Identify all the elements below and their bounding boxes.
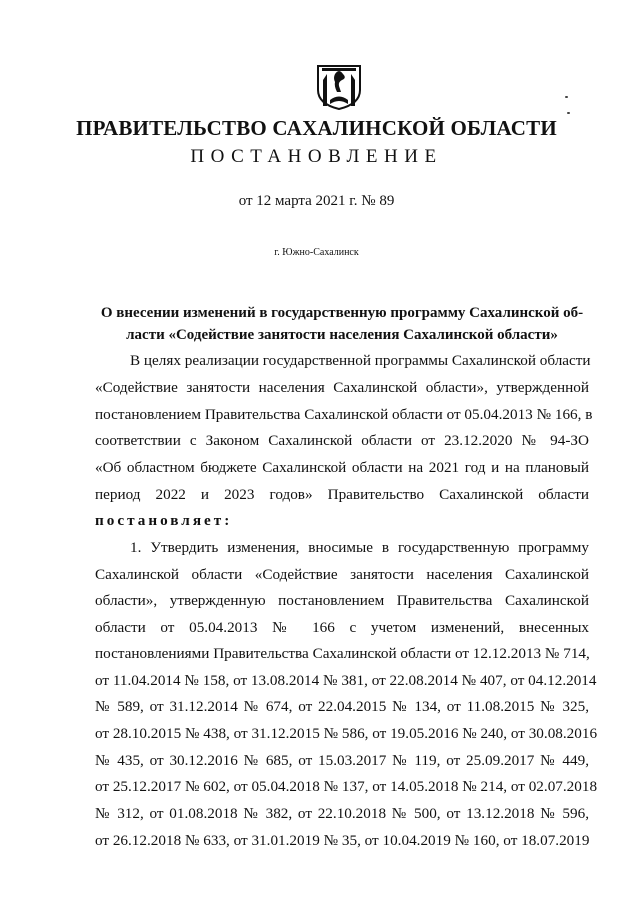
resolves-word: постановляет:	[95, 512, 233, 529]
subject-line: О внесении изменений в государственную программу Сахалинской об-	[100, 305, 584, 321]
item1-line: постановлениями Правительства Сахалинской области от 12.12.2013 № 714,	[95, 645, 590, 662]
item1-line: от 25.12.2017 № 602, от 05.04.2018 № 137, от 14.05.2018 № 214, от 02.07.2018	[95, 778, 598, 795]
preamble-line: «Содействие занятости населения Сахалинской области», утвержденной	[95, 379, 589, 396]
preamble-line: В целях реализации государственной программы Сахалинской области	[130, 352, 591, 369]
item1-line: № 589, от 31.12.2014 № 674, от 22.04.2015 № 134, от 11.08.2015 № 325,	[95, 698, 589, 715]
document-subject	[97, 302, 587, 346]
item1-line: от 28.10.2015 № 438, от 31.12.2015 № 586, от 19.05.2016 № 240, от 30.08.2016	[95, 725, 598, 742]
item1-line: Сахалинской области «Содействие занятости населения Сахалинской	[95, 566, 589, 583]
item1-line: области от 05.04.2013 № 166 с учетом изменений, внесенных	[95, 619, 589, 636]
government-title: ПРАВИТЕЛЬСТВО САХАЛИНСКОЙ ОБЛАСТИ	[76, 116, 557, 140]
document-city: г. Южно-Сахалинск	[274, 247, 359, 258]
document-date-number: от 12 марта 2021 г. № 89	[238, 193, 395, 209]
subject-line: ласти «Содействие занятости населения Сахалинской области»	[126, 327, 558, 343]
item1-line: № 435, от 30.12.2016 № 685, от 15.03.2017 № 119, от 25.09.2017 № 449,	[95, 752, 589, 769]
item1-line: от 26.12.2018 № 633, от 31.01.2019 № 35, от 10.04.2019 № 160, от 18.07.2019	[95, 832, 590, 849]
item1-line: 1. Утвердить изменения, вносимые в государственную программу	[130, 539, 589, 556]
coat-of-arms-icon	[314, 60, 364, 110]
scan-speck	[565, 96, 568, 98]
item1-line: области», утвержденную постановлением Правительства Сахалинской	[95, 592, 589, 609]
preamble-line: «Об областном бюджете Сахалинской области на 2021 год и на плановый	[95, 459, 589, 476]
preamble-line: соответствии с Законом Сахалинской области от 23.12.2020 № 94-ЗО	[95, 432, 589, 449]
preamble-line: постановлением Правительства Сахалинской области от 05.04.2013 № 166, в	[95, 406, 593, 423]
item1-line: от 11.04.2014 № 158, от 13.08.2014 № 381, от 22.08.2014 № 407, от 04.12.2014	[95, 672, 597, 689]
scan-speck	[567, 112, 570, 114]
resolves-line	[95, 512, 589, 530]
document-type: ПОСТАНОВЛЕНИЕ	[190, 146, 443, 167]
preamble-line: период 2022 и 2023 годов» Правительство Сахалинской области	[95, 486, 589, 503]
item1-line: № 312, от 01.08.2018 № 382, от 22.10.2018 № 500, от 13.12.2018 № 596,	[95, 805, 589, 822]
